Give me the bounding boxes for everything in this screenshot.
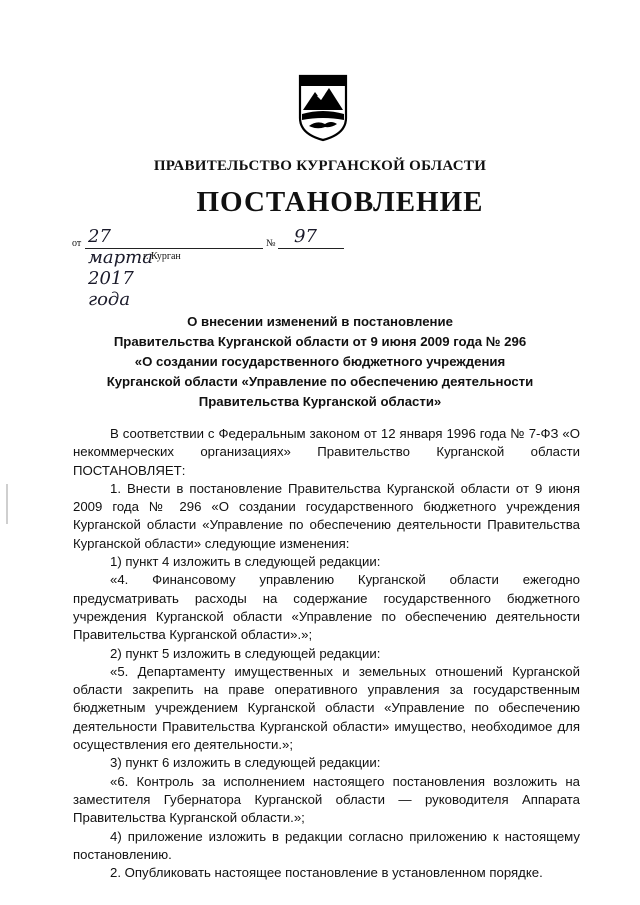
subitem-1-text: «4. Финансовому управлению Курганской области ежегодно предусматривать расходы на содержание государственного бюджетного учреждения Курганской области «Управление по обеспечению деятельности Правительства Курганской области».»; [73,572,580,643]
subitem-3-text: «6. Контроль за исполнением настоящего постановления возложить на заместителя Губернатора Курганской области — руководителя Аппарата Правительства Курганской области.»; [73,773,580,826]
preamble-paragraph: В соответствии с Федеральным законом от 12 января 1996 года № 7-ФЗ «О некоммерческих организациях» Правительство Курганской области ПОСТАНОВЛЯЕТ: [73,426,580,478]
number-label: № [266,238,276,249]
handwritten-number: 97 [294,226,317,247]
document-type: ПОСТАНОВЛЕНИЕ [196,186,484,218]
subject-line: «О создании государственного бюджетного учреждения [134,354,506,369]
city-label: г. Курган [143,251,181,262]
subject-line: Правительства Курганской области от 9 июня 2009 года № 296 [113,334,527,349]
number-underline [278,248,344,249]
subject-line: Правительства Курганской области» [198,394,442,409]
kurgan-region-coat-of-arms-icon [297,72,349,142]
subitem-4: 4) приложение изложить в редакции согласно приложению к настоящему постановлению. [73,828,580,862]
scan-margin-mark [6,484,8,524]
handwritten-date: 27 марта 2017 года [88,226,153,310]
paragraph-1: 1. Внести в постановление Правительства Курганской области от 9 июня 2009 года № 296 «О создании государственного бюджетного учреждения Курганской области «Управление по обеспечению деятельности Правительства Курганской области» следующие изменения: [73,480,580,551]
subitem-3: 3) пункт 6 изложить в следующей редакции: [110,755,381,771]
paragraph-2: 2. Опубликовать настоящее постановление в установленном порядке. [110,865,543,881]
subject-line: О внесении изменений в постановление [187,314,453,329]
date-prefix: от [72,238,82,249]
document-body [73,425,580,882]
subitem-2-text: «5. Департаменту имущественных и земельных отношений Курганской области закрепить на праве оперативного управления за государственным бюджетным учреждением Курганской области «Управление по обеспечению деятельности Правительства Курганской области» имущество, необходимое для осуществления его деятельности.»; [73,663,580,753]
subitem-1: 1) пункт 4 изложить в следующей редакции: [110,554,381,570]
document-subject [80,312,560,412]
government-name: ПРАВИТЕЛЬСТВО КУРГАНСКОЙ ОБЛАСТИ [153,158,487,174]
subitem-2: 2) пункт 5 изложить в следующей редакции: [110,645,381,661]
subject-line: Курганской области «Управление по обеспечению деятельности [106,374,534,389]
